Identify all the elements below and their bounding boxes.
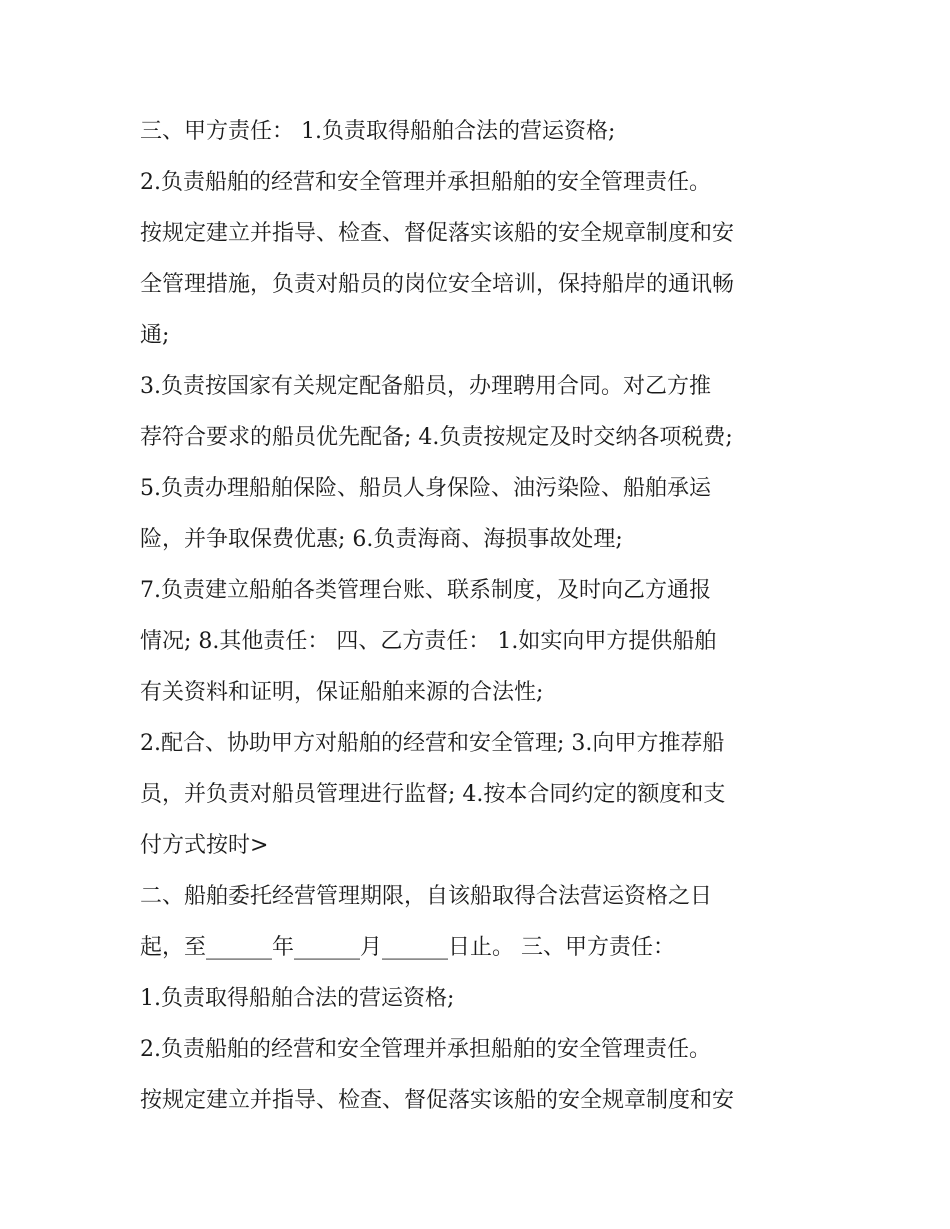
text-line: 员，并负责对船员管理进行监督; 4.按本合同约定的额度和支 <box>140 782 726 807</box>
text-line: 2.负责船舶的经营和安全管理并承担船舶的安全管理责任。 <box>140 1037 711 1062</box>
text-line: 二、船舶委托经营管理期限，自该船取得合法营运资格之日 <box>140 884 713 909</box>
text-line: 起，至______年______月______日止。 三、甲方责任： <box>140 935 675 960</box>
text-line: 全管理措施，负责对船员的岗位安全培训，保持船岸的通讯畅 <box>140 272 735 297</box>
text-line: 通; <box>140 323 170 348</box>
text-line: 3.负责按国家有关规定配备船员，办理聘用合同。对乙方推 <box>140 374 711 399</box>
text-line: 按规定建立并指导、检查、督促落实该船的安全规章制度和安 <box>140 1088 735 1113</box>
text-line: 三、甲方责任： 1.负责取得船舶合法的营运资格; <box>140 119 616 144</box>
text-line: 险，并争取保费优惠; 6.负责海商、海损事故处理; <box>140 527 623 552</box>
text-line: 2.负责船舶的经营和安全管理并承担船舶的安全管理责任。 <box>140 170 711 195</box>
text-line: 付方式按时> <box>140 833 269 858</box>
text-line: 按规定建立并指导、检查、督促落实该船的安全规章制度和安 <box>140 221 735 246</box>
text-line: 荐符合要求的船员优先配备; 4.负责按规定及时交纳各项税费; <box>140 425 733 450</box>
text-line: 有关资料和证明，保证船舶来源的合法性; <box>140 680 544 705</box>
text-line: 情况; 8.其他责任： 四、乙方责任： 1.如实向甲方提供船舶 <box>140 629 717 654</box>
text-line: 1.负责取得船舶合法的营运资格; <box>140 986 455 1011</box>
text-line: 7.负责建立船舶各类管理台账、联系制度，及时向乙方通报 <box>140 578 711 603</box>
text-line: 5.负责办理船舶保险、船员人身保险、油污染险、船舶承运 <box>140 476 711 501</box>
contract-text-block <box>140 106 820 1126</box>
text-line: 2.配合、协助甲方对船舶的经营和安全管理; 3.向甲方推荐船 <box>140 731 725 756</box>
